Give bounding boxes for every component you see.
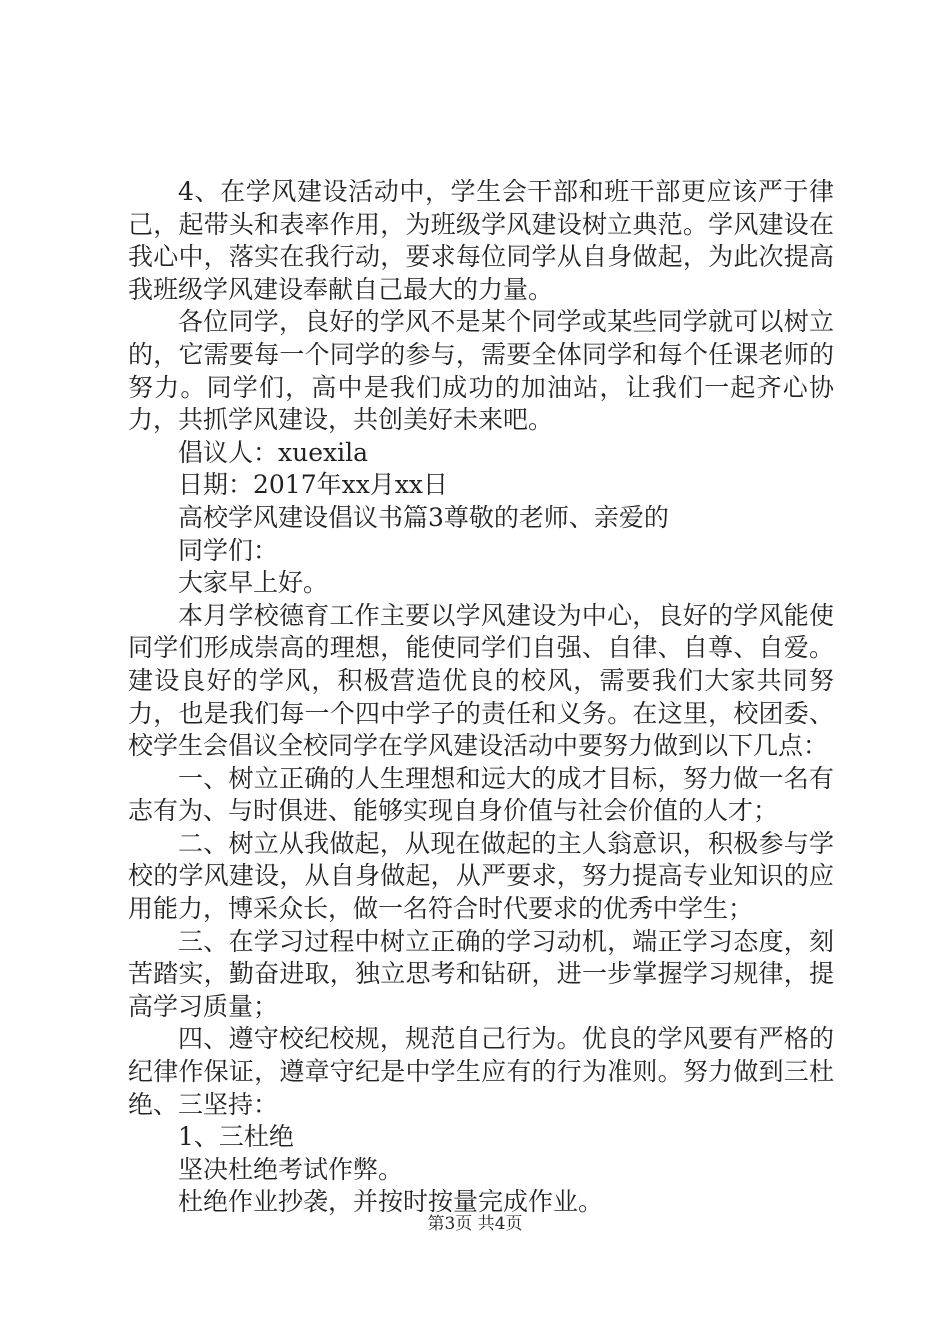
paragraph-point-4: 四、遵守校纪校规，规范自己行为。优良的学风要有严格的纪律作保证，遵章守纪是中学生应有的行为准则。努力做到三杜绝、三坚持： [128, 1024, 834, 1119]
paragraph-intro: 本月学校德育工作主要以学风建设为中心，良好的学风能使同学们形成崇高的理想，能使同学们自强、自律、自尊、自爱。建设良好的学风，积极营造优良的校风，需要我们大家共同努力，也是我们每一个四中学子的责任和义务。在这里，校团委、校学生会倡议全校同学在学风建设活动中要努力做到以下几点： [128, 600, 834, 761]
document-body [128, 176, 834, 1219]
paragraph-section-heading: 高校学风建设倡议书篇3尊敬的老师、亲爱的 [178, 502, 669, 532]
paragraph-point-3: 三、在学习过程中树立正确的学习动机，端正学习态度，刻苦踏实，勤奋进取，独立思考和钻研，进一步掌握学习规律，提高学习质量； [128, 926, 834, 1021]
paragraph-point-2: 二、树立从我做起，从现在做起的主人翁意识，积极参与学校的学风建设，从自身做起，从严要求，努力提高专业知识的应用能力，博采众长，做一名符合时代要求的优秀中学生； [128, 828, 834, 924]
paragraph-sub-heading: 1、三杜绝 [178, 1122, 294, 1152]
paragraph-greeting: 大家早上好。 [178, 568, 329, 598]
paragraph-item-4: 4、在学风建设活动中，学生会干部和班干部更应该严于律己，起带头和表率作用，为班级学风建设树立典范。学风建设在我心中，落实在我行动，要求每位同学从自身做起，为此次提高我班级学风建设奉献自己最大的力量。 [128, 177, 834, 304]
paragraph-rule-1: 坚决杜绝考试作弊。 [178, 1154, 404, 1184]
paragraph-rule-2: 杜绝作业抄袭，并按时按量完成作业。 [178, 1187, 604, 1217]
paragraph-salutation: 同学们： [178, 535, 279, 565]
paragraph-point-1: 一、树立正确的人生理想和远大的成才目标，努力做一名有志有为、与时俱进、能够实现自身价值与社会价值的人才； [128, 763, 834, 826]
paragraph-initiator: 倡议人：xuexila [178, 437, 368, 467]
paragraph-closing-appeal: 各位同学，良好的学风不是某个同学或某些同学就可以树立的，它需要每一个同学的参与，需要全体同学和每个任课老师的努力。同学们，高中是我们成功的加油站，让我们一起齐心协力，共抓学风建设，共创美好未来吧。 [128, 307, 834, 435]
paragraph-date: 日期：2017年xx月xx日 [178, 470, 449, 500]
page-number-footer: 第3页 共4页 [427, 1214, 523, 1234]
